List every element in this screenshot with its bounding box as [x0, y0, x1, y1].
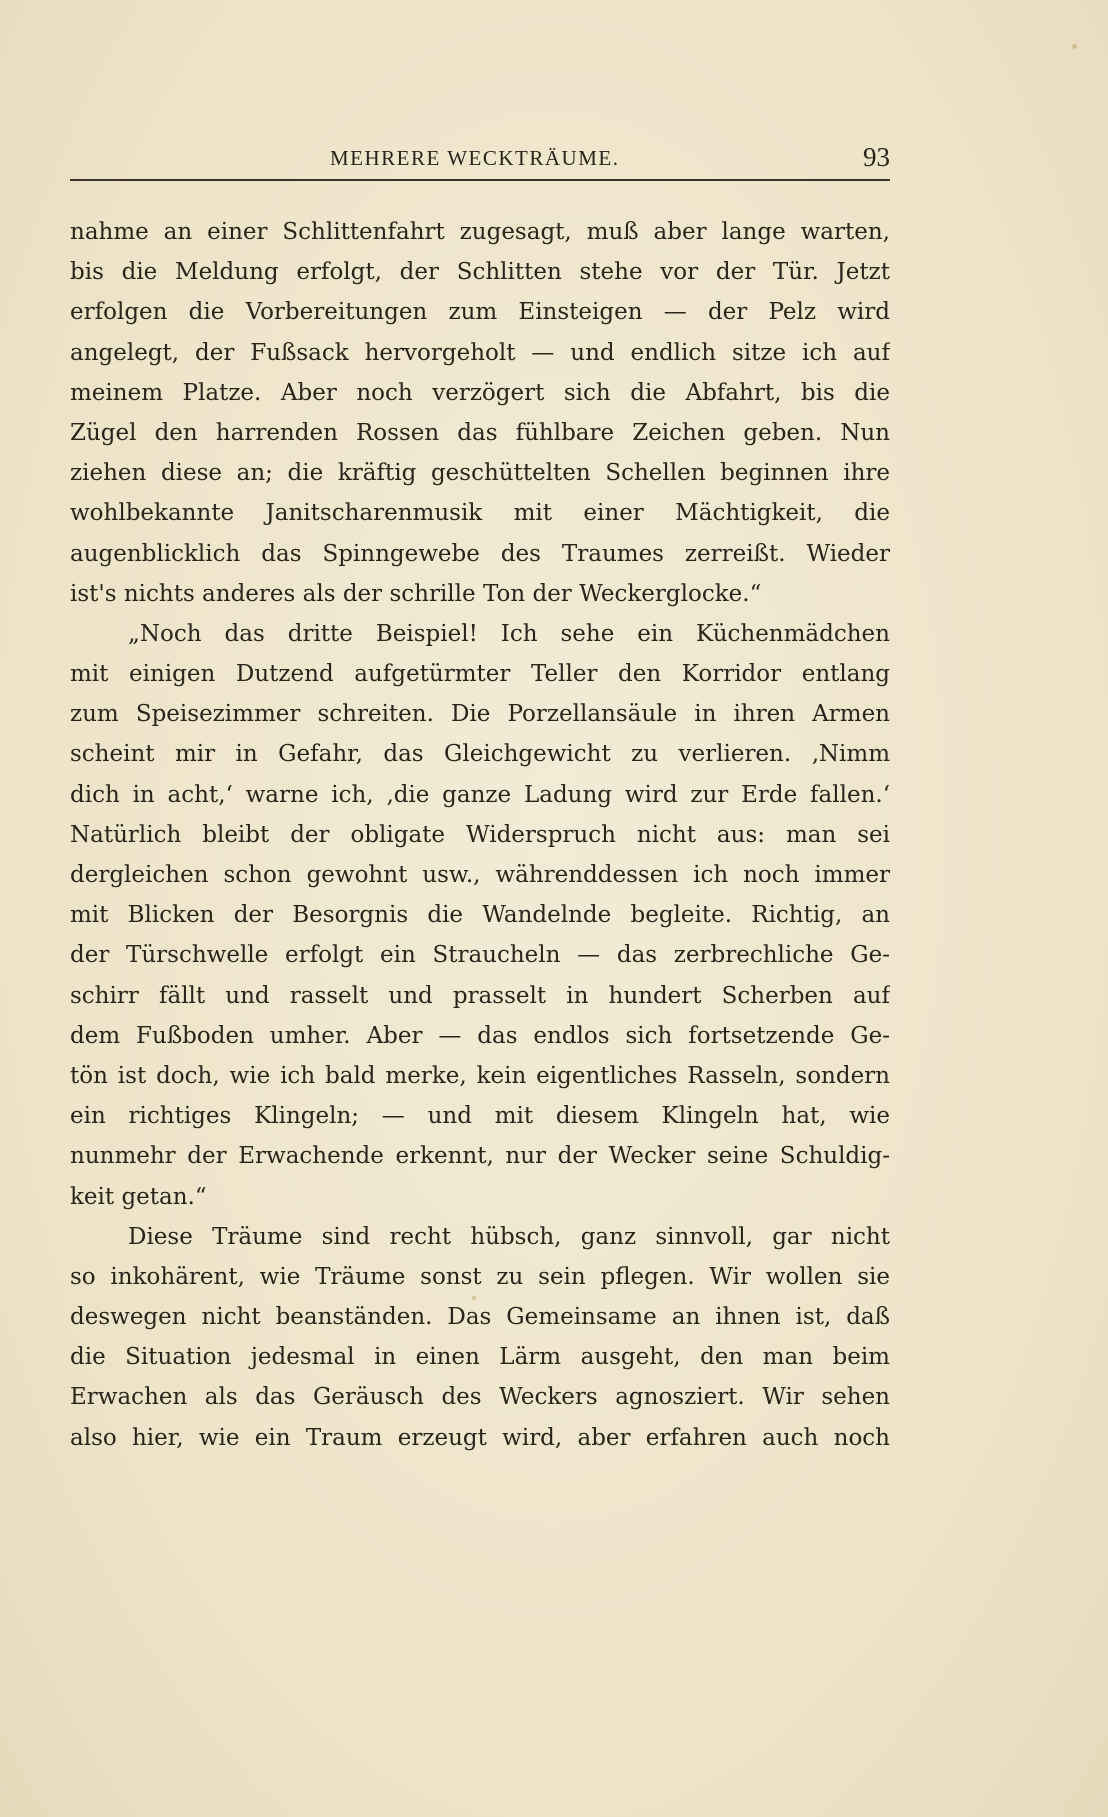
text-line: angelegt, der Fußsack hervorgeholt — und endlich sitze ich auf — [70, 339, 890, 366]
text-line: Zügel den harrenden Rossen das fühlbare Zeichen geben. Nun — [70, 419, 890, 446]
text-line: dergleichen schon gewohnt usw., währenddessen ich noch immer — [70, 862, 890, 888]
text-line: scheint mir in Gefahr, das Gleichgewicht zu verlieren. ‚Nimm — [70, 741, 890, 768]
text-line: ziehen diese an; die kräftig geschüttelten Schellen beginnen ihre — [70, 460, 890, 487]
text-line: mit einigen Dutzend aufgetürmter Teller den Korridor entlang — [70, 661, 890, 688]
text-line: wohlbekannte Janitscharenmusik mit einer Mächtigkeit, die — [70, 500, 890, 527]
text-line: erfolgen die Vorbereitungen zum Einsteigen — der Pelz wird — [70, 299, 890, 326]
text-line: augenblicklich das Spinngewebe des Traumes zerreißt. Wieder — [70, 540, 890, 567]
text-line: Diese Träume sind recht hübsch, ganz sinnvoll, gar nicht — [128, 1223, 890, 1250]
text-line: nahme an einer Schlittenfahrt zugesagt, muß aber lange warten, — [70, 219, 890, 245]
body-text — [70, 212, 890, 1458]
text-line: die Situation jedesmal in einen Lärm ausgeht, den man beim — [70, 1344, 890, 1371]
text-line: schirr fällt und rasselt und prasselt in hundert Scherben auf — [70, 982, 890, 1009]
text-line: ist's nichts anderes als der schrille Ton der Weckerglocke.“ — [70, 580, 762, 607]
text-line: deswegen nicht beanständen. Das Gemeinsame an ihnen ist, daß — [70, 1304, 890, 1331]
text-line: Natürlich bleibt der obligate Widerspruch nicht aus: man sei — [70, 821, 890, 848]
text-line: mit Blicken der Besorgnis die Wandelnde begleite. Richtig, an — [70, 902, 890, 929]
text-line: Erwachen als das Geräusch des Weckers agnosziert. Wir sehen — [70, 1384, 890, 1411]
text-line: nunmehr der Erwachende erkennt, nur der Wecker seine Schuldig- — [70, 1143, 890, 1170]
running-title: MEHRERE WECKTRÄUME. — [330, 146, 620, 170]
page-header — [70, 142, 890, 182]
page-number: 93 — [863, 142, 890, 172]
text-line: dem Fußboden umher. Aber — das endlos sich fortsetzende Ge- — [70, 1022, 890, 1049]
text-line: „Noch das dritte Beispiel! Ich sehe ein Küchenmädchen — [128, 620, 890, 647]
text-line: meinem Platze. Aber noch verzögert sich die Abfahrt, bis die — [70, 379, 890, 406]
text-line: keit getan.“ — [70, 1183, 207, 1210]
text-line: so inkohärent, wie Träume sonst zu sein pflegen. Wir wollen sie — [70, 1263, 890, 1290]
header-rule — [70, 179, 890, 181]
text-line: der Türschwelle erfolgt ein Straucheln — das zerbrechliche Ge- — [70, 942, 890, 969]
text-line: ein richtiges Klingeln; — und mit diesem Klingeln hat, wie — [70, 1103, 890, 1130]
text-line: zum Speisezimmer schreiten. Die Porzellansäule in ihren Armen — [70, 701, 890, 728]
text-line: bis die Meldung erfolgt, der Schlitten stehe vor der Tür. Jetzt — [70, 259, 890, 286]
paper-stain — [1072, 44, 1077, 49]
text-line: tön ist doch, wie ich bald merke, kein eigentliches Rasseln, sondern — [70, 1062, 890, 1089]
text-line: dich in acht,‘ warne ich, ‚die ganze Ladung wird zur Erde fallen.‘ — [70, 781, 890, 808]
text-line: also hier, wie ein Traum erzeugt wird, aber erfahren auch noch — [70, 1424, 890, 1451]
